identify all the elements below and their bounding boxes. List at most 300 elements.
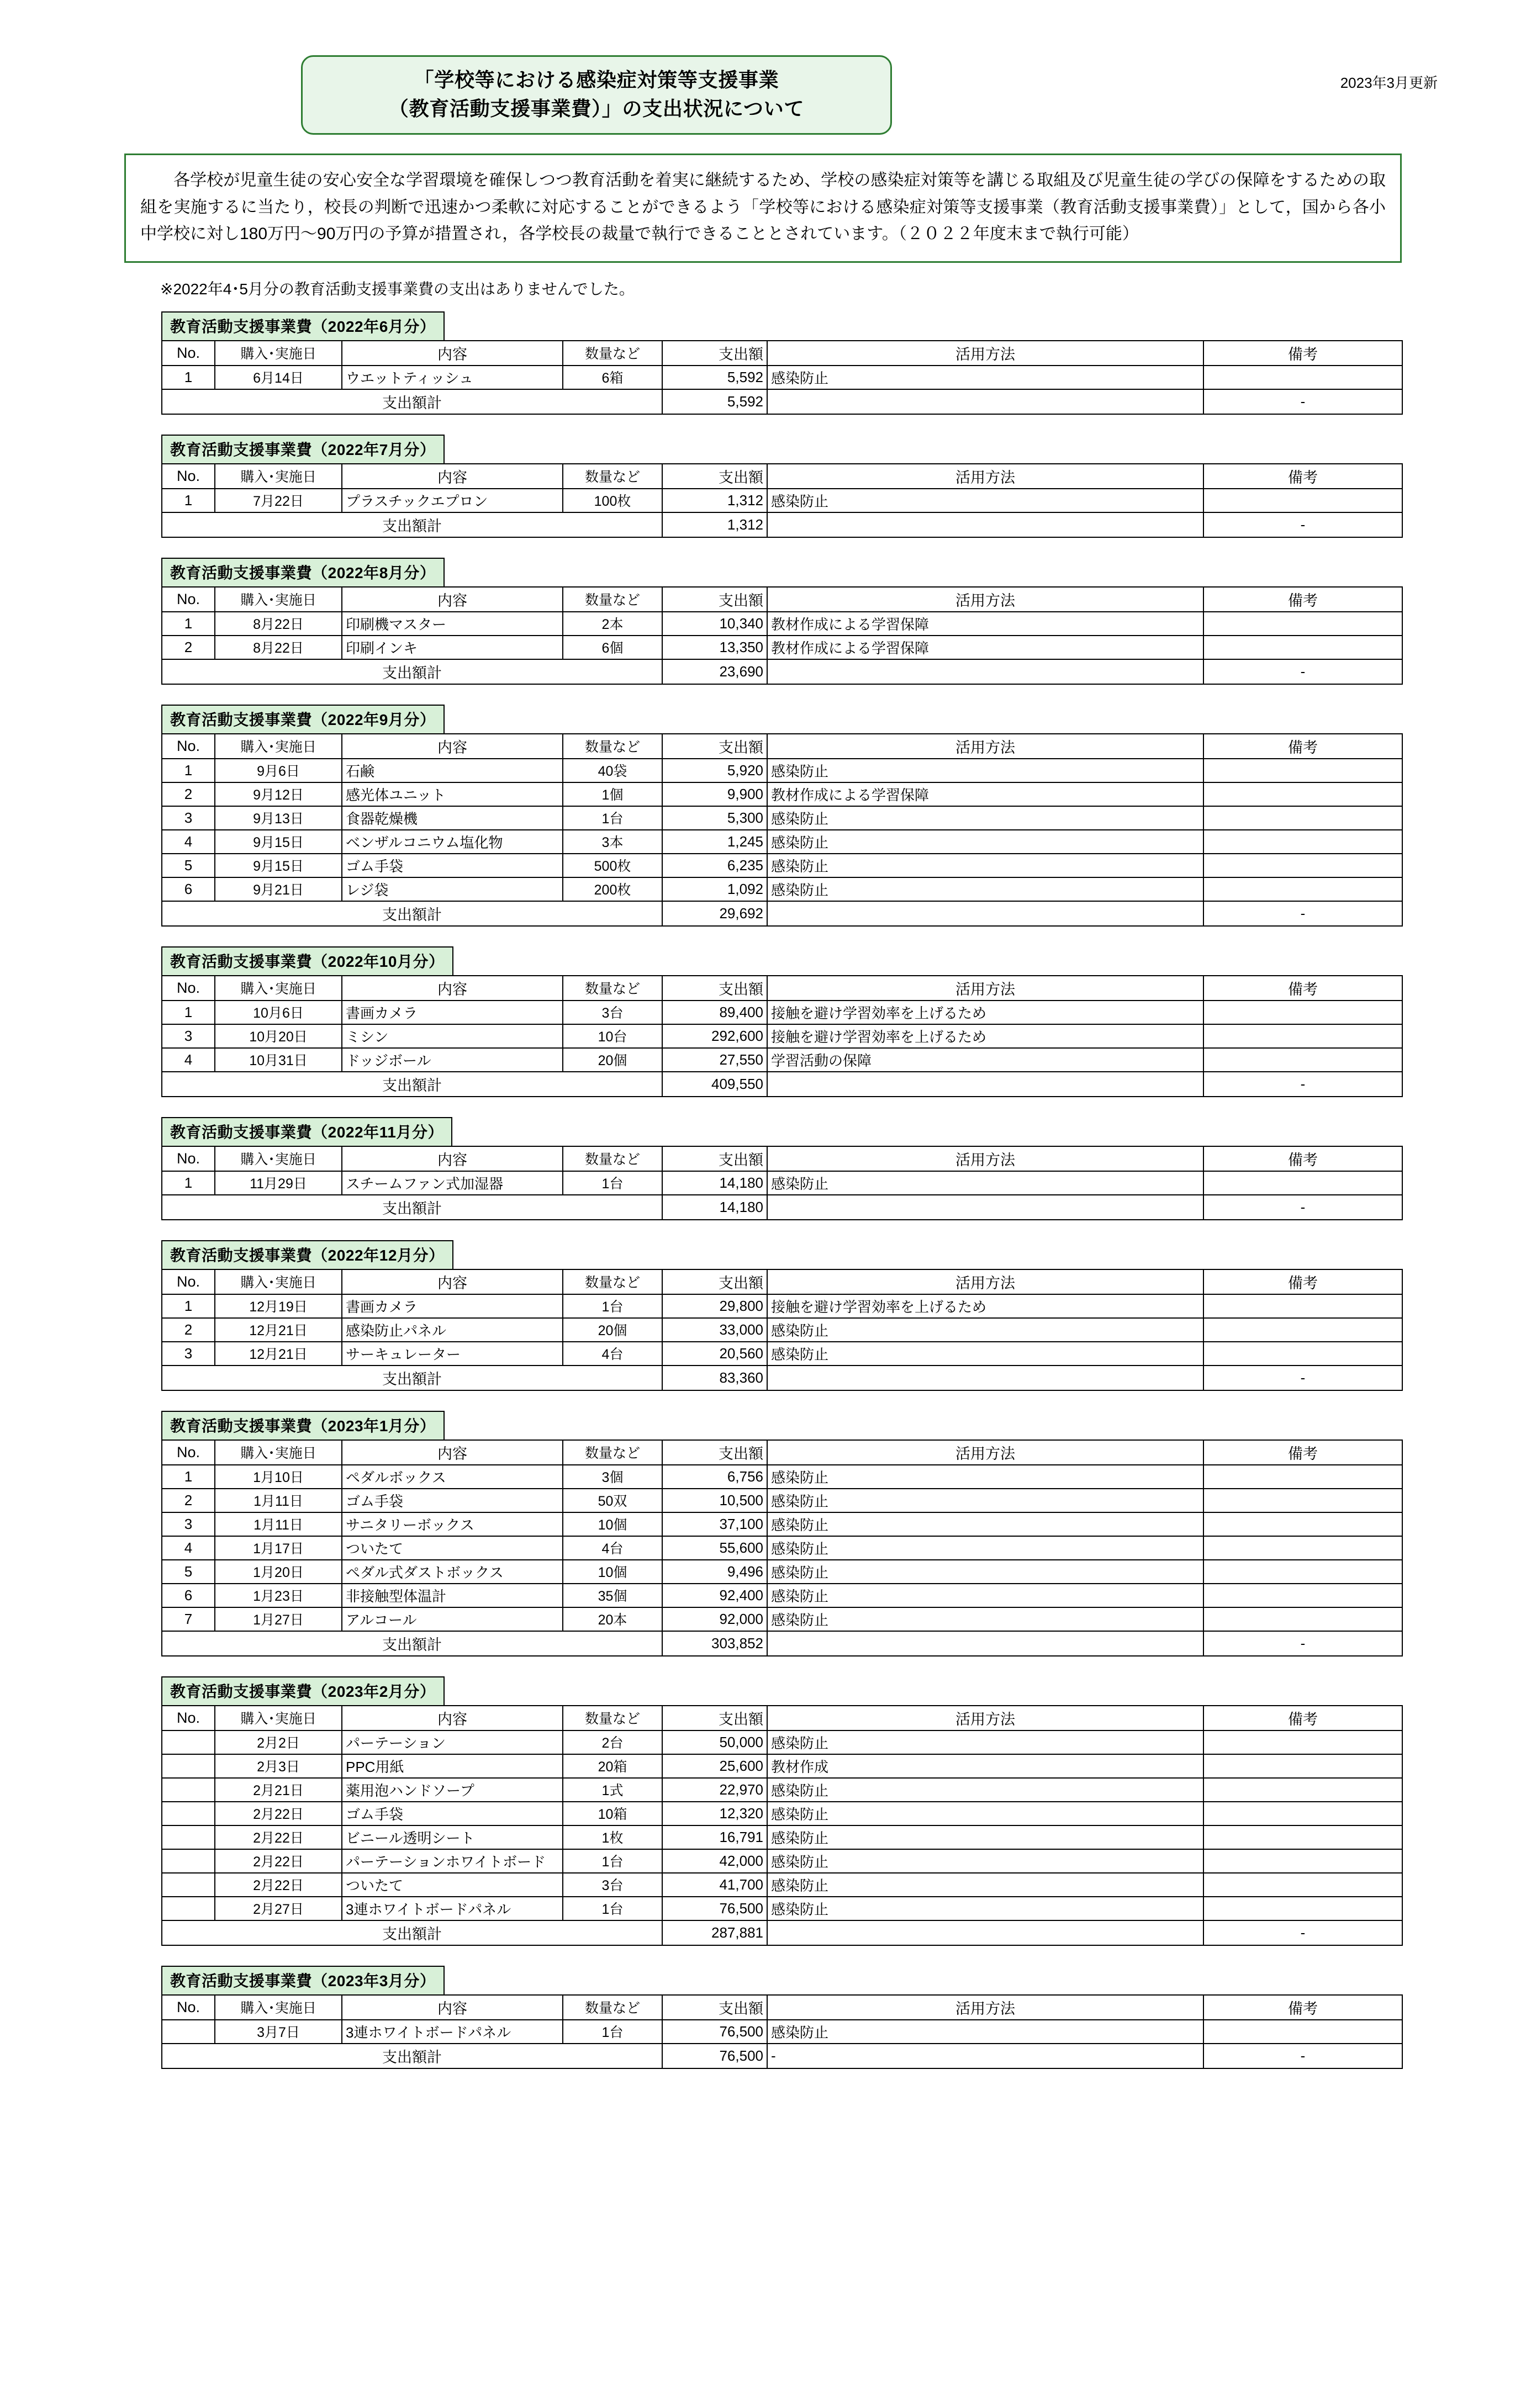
total-remarks: - <box>1203 659 1402 684</box>
column-header-qty: 数量など <box>563 341 662 366</box>
total-use <box>767 659 1203 684</box>
cell-amount: 27,550 <box>662 1048 767 1072</box>
cell-date: 10月20日 <box>215 1024 342 1048</box>
cell-remarks <box>1203 366 1402 389</box>
cell-date: 1月17日 <box>215 1536 342 1560</box>
column-header-use: 活用方法 <box>767 1440 1203 1465</box>
cell-qty: 35個 <box>563 1584 662 1607</box>
column-header-amount: 支出額 <box>662 1146 767 1171</box>
cell-amount: 6,756 <box>662 1465 767 1489</box>
cell-qty: 4台 <box>563 1342 662 1366</box>
total-row <box>162 1195 1402 1220</box>
spend-table <box>161 975 1403 1097</box>
column-header-remarks: 備考 <box>1203 1995 1402 2020</box>
cell-no <box>162 1754 215 1778</box>
cell-amount: 12,320 <box>662 1802 767 1825</box>
column-header-use: 活用方法 <box>767 1146 1203 1171</box>
cell-qty: 3台 <box>563 1873 662 1897</box>
column-header-item: 内容 <box>342 734 563 759</box>
cell-amount: 55,600 <box>662 1536 767 1560</box>
cell-no: 1 <box>162 366 215 389</box>
column-header-use: 活用方法 <box>767 1269 1203 1294</box>
table-row <box>162 759 1402 782</box>
column-header-amount: 支出額 <box>662 734 767 759</box>
column-header-remarks: 備考 <box>1203 1269 1402 1294</box>
cell-remarks <box>1203 1294 1402 1318</box>
table-row <box>162 1536 1402 1560</box>
column-header-amount: 支出額 <box>662 976 767 1001</box>
table-row <box>162 1730 1402 1754</box>
cell-date: 9月12日 <box>215 782 342 806</box>
column-header-qty: 数量など <box>563 464 662 489</box>
cell-date: 2月2日 <box>215 1730 342 1754</box>
cell-no <box>162 2020 215 2044</box>
cell-remarks <box>1203 489 1402 512</box>
intro-box <box>124 154 1402 263</box>
table-row <box>162 1294 1402 1318</box>
column-header-item: 内容 <box>342 341 563 366</box>
cell-date: 9月6日 <box>215 759 342 782</box>
cell-date: 6月14日 <box>215 366 342 389</box>
cell-amount: 13,350 <box>662 636 767 659</box>
cell-amount: 25,600 <box>662 1754 767 1778</box>
total-amount: 76,500 <box>662 2044 767 2068</box>
section-label: 教育活動支援事業費（2023年1月分） <box>161 1411 445 1441</box>
total-remarks: - <box>1203 2044 1402 2068</box>
table-row <box>162 1465 1402 1489</box>
cell-item: 薬用泡ハンドソープ <box>342 1778 563 1802</box>
cell-item: 3連ホワイトボードパネル <box>342 1897 563 1920</box>
cell-amount: 9,496 <box>662 1560 767 1584</box>
total-use <box>767 389 1203 414</box>
column-header-remarks: 備考 <box>1203 1146 1402 1171</box>
cell-use: 学習活動の保障 <box>767 1048 1203 1072</box>
cell-remarks <box>1203 830 1402 854</box>
cell-amount: 1,092 <box>662 877 767 901</box>
cell-use: 感染防止 <box>767 759 1203 782</box>
column-header-no: No. <box>162 1269 215 1294</box>
cell-no: 1 <box>162 489 215 512</box>
cell-no: 2 <box>162 782 215 806</box>
column-header-item: 内容 <box>342 1706 563 1730</box>
cell-use: 感染防止 <box>767 1778 1203 1802</box>
cell-remarks <box>1203 1001 1402 1024</box>
cell-no <box>162 1802 215 1825</box>
total-label: 支出額計 <box>162 2044 662 2068</box>
cell-amount: 292,600 <box>662 1024 767 1048</box>
cell-remarks <box>1203 1873 1402 1897</box>
table-row <box>162 1512 1402 1536</box>
total-remarks: - <box>1203 1195 1402 1220</box>
table-header-row <box>162 464 1402 489</box>
cell-item: プラスチックエプロン <box>342 489 563 512</box>
column-header-date: 購入･実施日 <box>215 464 342 489</box>
cell-date: 2月27日 <box>215 1897 342 1920</box>
cell-item: ベンザルコニウム塩化物 <box>342 830 563 854</box>
cell-item: ついたて <box>342 1873 563 1897</box>
cell-qty: 10箱 <box>563 1802 662 1825</box>
cell-qty: 20箱 <box>563 1754 662 1778</box>
column-header-use: 活用方法 <box>767 734 1203 759</box>
column-header-date: 購入･実施日 <box>215 1995 342 2020</box>
cell-remarks <box>1203 1730 1402 1754</box>
cell-amount: 33,000 <box>662 1318 767 1342</box>
column-header-qty: 数量など <box>563 1995 662 2020</box>
cell-amount: 1,312 <box>662 489 767 512</box>
document-page <box>0 55 1526 2408</box>
section-label: 教育活動支援事業費（2022年6月分） <box>161 311 445 341</box>
cell-date: 10月6日 <box>215 1001 342 1024</box>
month-section <box>0 435 1526 538</box>
cell-date: 1月11日 <box>215 1489 342 1512</box>
cell-item: ペダル式ダストボックス <box>342 1560 563 1584</box>
cell-no: 1 <box>162 612 215 636</box>
cell-use: 感染防止 <box>767 1342 1203 1366</box>
cell-use: 感染防止 <box>767 1536 1203 1560</box>
cell-amount: 14,180 <box>662 1171 767 1195</box>
column-header-date: 購入･実施日 <box>215 1440 342 1465</box>
cell-remarks <box>1203 759 1402 782</box>
cell-amount: 92,400 <box>662 1584 767 1607</box>
cell-amount: 22,970 <box>662 1778 767 1802</box>
table-row <box>162 830 1402 854</box>
cell-amount: 5,920 <box>662 759 767 782</box>
cell-item: ミシン <box>342 1024 563 1048</box>
page-title-line2: （教育活動支援事業費）」の支出状況について <box>388 97 805 120</box>
total-label: 支出額計 <box>162 1072 662 1097</box>
spend-table <box>161 1994 1403 2069</box>
cell-no <box>162 1825 215 1849</box>
cell-use: 感染防止 <box>767 1318 1203 1342</box>
cell-item: ついたて <box>342 1536 563 1560</box>
cell-remarks <box>1203 1318 1402 1342</box>
cell-item: ゴム手袋 <box>342 1802 563 1825</box>
document-header <box>0 55 1526 138</box>
cell-amount: 50,000 <box>662 1730 767 1754</box>
total-row <box>162 1072 1402 1097</box>
cell-use: 感染防止 <box>767 1897 1203 1920</box>
total-use <box>767 1920 1203 1945</box>
section-label: 教育活動支援事業費（2023年3月分） <box>161 1966 445 1996</box>
cell-amount: 5,300 <box>662 806 767 830</box>
intro-text: 各学校が児童生徒の安心安全な学習環境を確保しつつ教育活動を着実に継続するため、学校の感染症対策等を講じる取組及び児童生徒の学びの保障をするための取組を実施するに当たり，校長の判断で迅速かつ柔軟に対応することができるよう「学校等における感染症対策等支援事業（教育活動支援事業費）」として，国から各小中学校に対し180万円～90万円の予算が措置され，各学校長の裁量で執行できることとされています。（２０２２年度末まで執行可能） <box>140 171 1386 244</box>
cell-qty: 10台 <box>563 1024 662 1048</box>
cell-remarks <box>1203 1024 1402 1048</box>
cell-amount: 16,791 <box>662 1825 767 1849</box>
total-label: 支出額計 <box>162 1195 662 1220</box>
total-amount: 1,312 <box>662 512 767 537</box>
cell-item: 印刷機マスター <box>342 612 563 636</box>
cell-item: ゴム手袋 <box>342 1489 563 1512</box>
cell-amount: 42,000 <box>662 1849 767 1873</box>
cell-no: 4 <box>162 1048 215 1072</box>
cell-use: 感染防止 <box>767 1873 1203 1897</box>
column-header-item: 内容 <box>342 1146 563 1171</box>
cell-no <box>162 1778 215 1802</box>
cell-remarks <box>1203 1607 1402 1631</box>
cell-no <box>162 1849 215 1873</box>
cell-item: サーキュレーター <box>342 1342 563 1366</box>
total-amount: 5,592 <box>662 389 767 414</box>
column-header-use: 活用方法 <box>767 464 1203 489</box>
cell-item: 3連ホワイトボードパネル <box>342 2020 563 2044</box>
updated-date: 2023年3月更新 <box>1340 75 1438 91</box>
cell-date: 2月22日 <box>215 1802 342 1825</box>
cell-amount: 6,235 <box>662 854 767 877</box>
cell-amount: 1,245 <box>662 830 767 854</box>
cell-remarks <box>1203 1560 1402 1584</box>
month-section <box>0 558 1526 685</box>
column-header-remarks: 備考 <box>1203 587 1402 612</box>
cell-date: 9月15日 <box>215 830 342 854</box>
spend-table <box>161 463 1403 538</box>
cell-date: 1月10日 <box>215 1465 342 1489</box>
total-use <box>767 1195 1203 1220</box>
cell-date: 1月23日 <box>215 1584 342 1607</box>
cell-use: 感染防止 <box>767 489 1203 512</box>
cell-remarks <box>1203 806 1402 830</box>
cell-date: 2月22日 <box>215 1849 342 1873</box>
cell-date: 2月3日 <box>215 1754 342 1778</box>
cell-amount: 10,340 <box>662 612 767 636</box>
table-row <box>162 1171 1402 1195</box>
cell-use: 感染防止 <box>767 1512 1203 1536</box>
total-amount: 303,852 <box>662 1631 767 1656</box>
cell-use: 感染防止 <box>767 1825 1203 1849</box>
total-row <box>162 512 1402 537</box>
cell-qty: 3本 <box>563 830 662 854</box>
cell-qty: 1台 <box>563 1171 662 1195</box>
cell-qty: 500枚 <box>563 854 662 877</box>
cell-date: 12月21日 <box>215 1342 342 1366</box>
title-box <box>301 55 892 135</box>
month-section <box>0 1240 1526 1391</box>
column-header-qty: 数量など <box>563 734 662 759</box>
cell-amount: 37,100 <box>662 1512 767 1536</box>
cell-no: 7 <box>162 1607 215 1631</box>
cell-remarks <box>1203 1584 1402 1607</box>
cell-use: 感染防止 <box>767 1802 1203 1825</box>
cell-no: 3 <box>162 806 215 830</box>
cell-use: 感染防止 <box>767 1489 1203 1512</box>
cell-no: 4 <box>162 1536 215 1560</box>
total-row <box>162 389 1402 414</box>
total-amount: 83,360 <box>662 1366 767 1390</box>
column-header-no: No. <box>162 1995 215 2020</box>
cell-remarks <box>1203 1465 1402 1489</box>
spend-table <box>161 733 1403 927</box>
cell-no: 2 <box>162 1489 215 1512</box>
cell-remarks <box>1203 854 1402 877</box>
cell-qty: 20個 <box>563 1048 662 1072</box>
section-label: 教育活動支援事業費（2022年12月分） <box>161 1240 453 1270</box>
cell-no: 1 <box>162 759 215 782</box>
column-header-use: 活用方法 <box>767 587 1203 612</box>
spend-table <box>161 340 1403 415</box>
cell-date: 1月27日 <box>215 1607 342 1631</box>
month-section <box>0 1117 1526 1220</box>
column-header-no: No. <box>162 734 215 759</box>
column-header-use: 活用方法 <box>767 1995 1203 2020</box>
spend-table <box>161 1269 1403 1391</box>
total-use <box>767 1631 1203 1656</box>
cell-remarks <box>1203 2020 1402 2044</box>
total-remarks: - <box>1203 1072 1402 1097</box>
cell-qty: 10個 <box>563 1512 662 1536</box>
cell-date: 8月22日 <box>215 636 342 659</box>
column-header-date: 購入･実施日 <box>215 1146 342 1171</box>
total-row <box>162 2044 1402 2068</box>
cell-no: 6 <box>162 877 215 901</box>
cell-date: 2月21日 <box>215 1778 342 1802</box>
cell-item: 書画カメラ <box>342 1294 563 1318</box>
column-header-item: 内容 <box>342 1269 563 1294</box>
section-label: 教育活動支援事業費（2022年10月分） <box>161 946 453 976</box>
cell-remarks <box>1203 1802 1402 1825</box>
cell-use: 感染防止 <box>767 1607 1203 1631</box>
cell-no: 6 <box>162 1584 215 1607</box>
total-row <box>162 1366 1402 1390</box>
cell-use: 教材作成 <box>767 1754 1203 1778</box>
column-header-remarks: 備考 <box>1203 1440 1402 1465</box>
cell-no: 3 <box>162 1512 215 1536</box>
table-row <box>162 636 1402 659</box>
cell-date: 9月13日 <box>215 806 342 830</box>
cell-use: 接触を避け学習効率を上げるため <box>767 1294 1203 1318</box>
section-label: 教育活動支援事業費（2022年9月分） <box>161 705 445 734</box>
total-amount: 14,180 <box>662 1195 767 1220</box>
total-label: 支出額計 <box>162 1366 662 1390</box>
cell-item: 感染防止パネル <box>342 1318 563 1342</box>
cell-qty: 1式 <box>563 1778 662 1802</box>
column-header-date: 購入･実施日 <box>215 1706 342 1730</box>
cell-date: 9月15日 <box>215 854 342 877</box>
total-label: 支出額計 <box>162 659 662 684</box>
column-header-remarks: 備考 <box>1203 734 1402 759</box>
cell-amount: 92,000 <box>662 1607 767 1631</box>
total-label: 支出額計 <box>162 389 662 414</box>
cell-use: 感染防止 <box>767 2020 1203 2044</box>
cell-remarks <box>1203 1512 1402 1536</box>
section-label: 教育活動支援事業費（2022年8月分） <box>161 558 445 588</box>
cell-item: PPC用紙 <box>342 1754 563 1778</box>
cell-item: アルコール <box>342 1607 563 1631</box>
column-header-remarks: 備考 <box>1203 976 1402 1001</box>
cell-date: 11月29日 <box>215 1171 342 1195</box>
table-row <box>162 854 1402 877</box>
cell-qty: 10個 <box>563 1560 662 1584</box>
total-use <box>767 512 1203 537</box>
cell-item: パーテーションホワイトボード <box>342 1849 563 1873</box>
cell-remarks <box>1203 1754 1402 1778</box>
total-label: 支出額計 <box>162 512 662 537</box>
cell-item: パーテーション <box>342 1730 563 1754</box>
column-header-remarks: 備考 <box>1203 464 1402 489</box>
column-header-qty: 数量など <box>563 1440 662 1465</box>
table-header-row <box>162 341 1402 366</box>
total-remarks: - <box>1203 1920 1402 1945</box>
cell-qty: 6個 <box>563 636 662 659</box>
table-row <box>162 1584 1402 1607</box>
total-remarks: - <box>1203 389 1402 414</box>
cell-amount: 5,592 <box>662 366 767 389</box>
cell-no: 1 <box>162 1001 215 1024</box>
cell-use: 接触を避け学習効率を上げるため <box>767 1001 1203 1024</box>
cell-date: 10月31日 <box>215 1048 342 1072</box>
cell-qty: 200枚 <box>563 877 662 901</box>
column-header-remarks: 備考 <box>1203 341 1402 366</box>
total-use <box>767 1366 1203 1390</box>
total-label: 支出額計 <box>162 1631 662 1656</box>
table-row <box>162 612 1402 636</box>
table-row <box>162 1560 1402 1584</box>
cell-remarks <box>1203 636 1402 659</box>
column-header-remarks: 備考 <box>1203 1706 1402 1730</box>
cell-no: 5 <box>162 854 215 877</box>
cell-qty: 2台 <box>563 1730 662 1754</box>
column-header-amount: 支出額 <box>662 1995 767 2020</box>
table-row <box>162 877 1402 901</box>
cell-use: 感染防止 <box>767 366 1203 389</box>
cell-item: 印刷インキ <box>342 636 563 659</box>
total-label: 支出額計 <box>162 1920 662 1945</box>
column-header-use: 活用方法 <box>767 1706 1203 1730</box>
column-header-item: 内容 <box>342 1440 563 1465</box>
table-row <box>162 1489 1402 1512</box>
cell-use: 感染防止 <box>767 1465 1203 1489</box>
total-remarks: - <box>1203 1366 1402 1390</box>
column-header-date: 購入･実施日 <box>215 587 342 612</box>
table-row <box>162 366 1402 389</box>
cell-qty: 40袋 <box>563 759 662 782</box>
cell-use: 教材作成による学習保障 <box>767 636 1203 659</box>
cell-use: 感染防止 <box>767 877 1203 901</box>
total-amount: 23,690 <box>662 659 767 684</box>
cell-use: 感染防止 <box>767 1171 1203 1195</box>
table-row <box>162 1873 1402 1897</box>
cell-amount: 9,900 <box>662 782 767 806</box>
cell-qty: 1台 <box>563 2020 662 2044</box>
cell-amount: 41,700 <box>662 1873 767 1897</box>
cell-qty: 20本 <box>563 1607 662 1631</box>
column-header-item: 内容 <box>342 464 563 489</box>
column-header-no: No. <box>162 1706 215 1730</box>
column-header-date: 購入･実施日 <box>215 1269 342 1294</box>
column-header-amount: 支出額 <box>662 1706 767 1730</box>
cell-no: 4 <box>162 830 215 854</box>
total-row <box>162 659 1402 684</box>
month-section <box>0 311 1526 415</box>
cell-date: 9月21日 <box>215 877 342 901</box>
column-header-item: 内容 <box>342 1995 563 2020</box>
cell-use: 教材作成による学習保障 <box>767 612 1203 636</box>
column-header-qty: 数量など <box>563 1706 662 1730</box>
section-label: 教育活動支援事業費（2022年11月分） <box>161 1117 452 1147</box>
spend-table <box>161 1705 1403 1946</box>
page-title-line1: 「学校等における感染症対策等支援事業 <box>414 68 779 91</box>
cell-no <box>162 1873 215 1897</box>
column-header-qty: 数量など <box>563 1146 662 1171</box>
cell-remarks <box>1203 1489 1402 1512</box>
cell-item: ペダルボックス <box>342 1465 563 1489</box>
cell-no: 2 <box>162 636 215 659</box>
cell-qty: 1台 <box>563 1294 662 1318</box>
cell-use: 感染防止 <box>767 1560 1203 1584</box>
total-use <box>767 901 1203 926</box>
table-row <box>162 1318 1402 1342</box>
total-label: 支出額計 <box>162 901 662 926</box>
cell-item: ドッジボール <box>342 1048 563 1072</box>
